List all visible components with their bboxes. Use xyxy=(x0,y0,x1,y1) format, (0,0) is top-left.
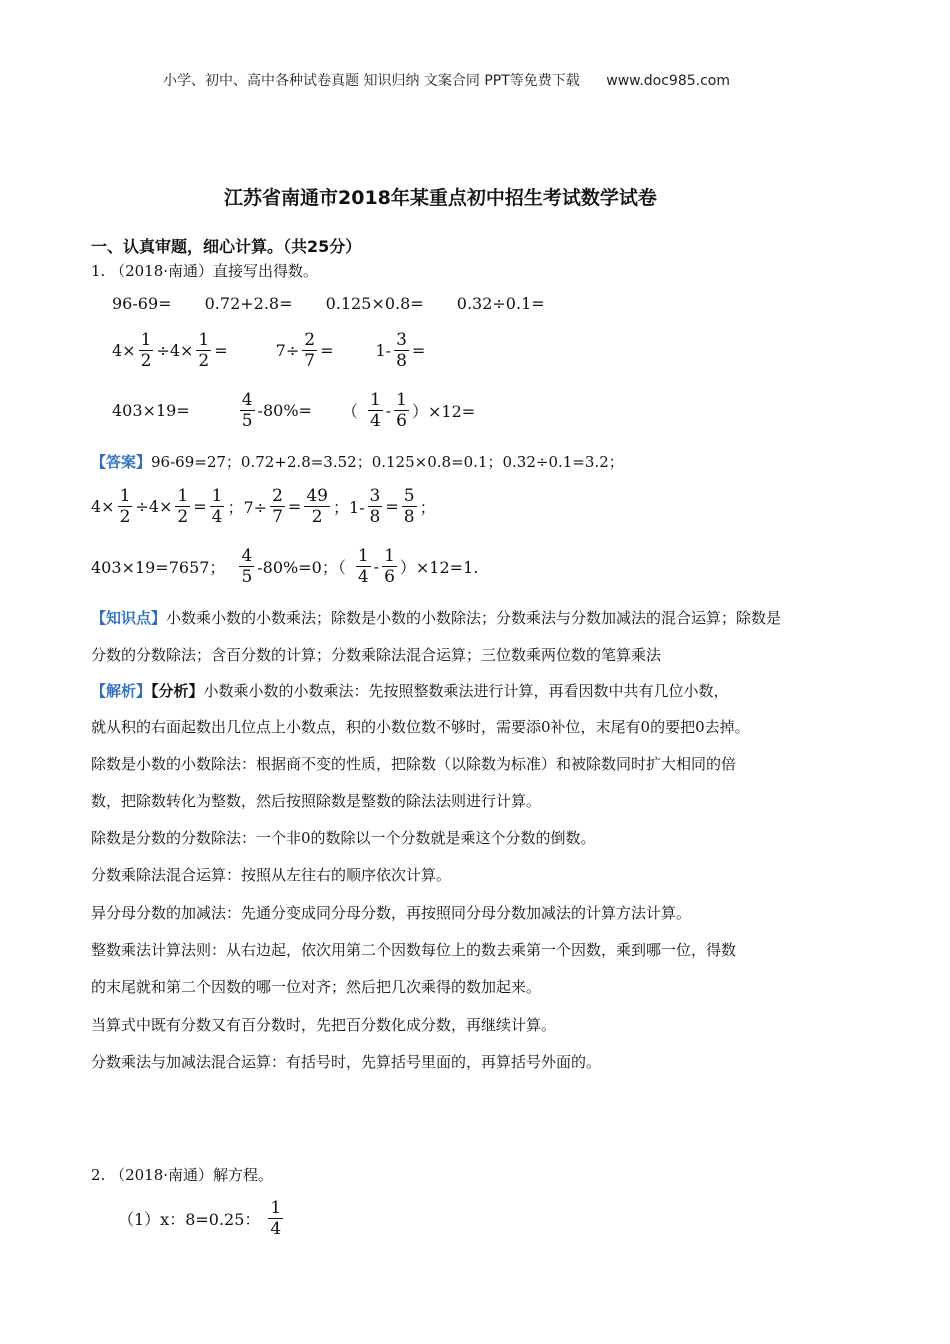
q1-row1-item: 96-69= xyxy=(112,294,172,313)
q1-row3 xyxy=(112,390,475,431)
fraction: $\frac{1}{2}$ xyxy=(177,486,189,527)
q1-row2 xyxy=(112,330,425,371)
fraction: $\frac{4}{5}$ xyxy=(241,390,253,431)
answer-text: 96-69=27；0.72+2.8=3.52；0.125×0.8=0.1；0.32÷0.1=3.2； xyxy=(151,453,624,471)
analysis-line: 当算式中既有分数又有百分数时，先把百分数化成分数，再继续计算。 xyxy=(91,1016,557,1034)
q1-row1-item: 0.72+2.8= xyxy=(204,294,293,313)
answer-text: ）×12=1. xyxy=(399,558,479,577)
q1-row3-text: ）×12= xyxy=(412,402,476,421)
fraction: $\frac{3}{8}$ xyxy=(396,330,407,371)
analysis-line: 除数是分数的分数除法：一个非0的数除以一个分数就是乘这个分数的倒数。 xyxy=(91,829,596,847)
answer-line-2 xyxy=(91,486,436,527)
question-1-stem: 1. （2018·南通）直接写出得数。 xyxy=(91,262,319,280)
q1-row1 xyxy=(112,294,545,313)
answer-text: = xyxy=(385,497,399,516)
answer-text: ；7÷ xyxy=(227,498,268,517)
q1-row2-text: = xyxy=(320,341,334,360)
analysis-tag: 【解析】 xyxy=(91,682,152,700)
q1-row3-text: - xyxy=(385,401,392,420)
fraction: $\frac{1}{4}$ xyxy=(369,390,381,431)
answer-text: -80%=0；（ xyxy=(257,558,346,577)
analysis-line: 的末尾就和第二个因数的哪一位对齐；然后把几次乘得的数加起来。 xyxy=(91,978,542,996)
section-heading-1: 一、认真审题，细心计算。（共25分） xyxy=(91,237,362,256)
knowledge-line-2: 分数的分数除法；含百分数的计算；分数乘除法混合运算；三位数乘两位数的笔算乘法 xyxy=(91,646,662,664)
fraction: $\frac{1}{2}$ xyxy=(119,486,131,527)
q1-row2-text: 1- xyxy=(375,341,392,360)
analysis-line: 就从积的右面起数出几位点上小数点，积的小数位数不够时，需要添0补位，末尾有0的要把0去掉。 xyxy=(91,718,750,736)
fraction: $\frac{1}{4}$ xyxy=(211,486,223,527)
answer-tag: 【答案】 xyxy=(91,453,152,471)
answer-text: ； xyxy=(419,498,436,517)
q1-row3-text: -80%= xyxy=(257,401,312,420)
q1-row2-text: ÷4× xyxy=(156,341,194,360)
fraction: $\frac{1}{4}$ xyxy=(270,1198,282,1239)
answer-text: 403×19=7657； xyxy=(91,558,226,577)
header-left-text: 小学、初中、高中各种试卷真题 知识归纳 文案合同 PPT等免费下载 xyxy=(163,73,580,89)
fraction: $\frac{1}{2}$ xyxy=(140,330,152,371)
analysis-line: 分数乘除法混合运算：按照从左往右的顺序依次计算。 xyxy=(91,866,452,884)
answer-line-1 xyxy=(91,451,624,472)
page-title: 江苏省南通市2018年某重点初中招生考试数学试卷 xyxy=(224,187,657,209)
q2-part-1-text: （1）x：8=0.25： xyxy=(118,1210,261,1229)
answer-text: 4× xyxy=(91,497,115,516)
q1-row2-text: = xyxy=(411,341,426,360)
page-header xyxy=(163,70,730,90)
fraction: $\frac{5}{8}$ xyxy=(403,486,415,527)
question-2-stem: 2. （2018·南通）解方程。 xyxy=(91,1166,274,1184)
q1-row2-text: 4× xyxy=(112,341,136,360)
q1-row3-text: （ xyxy=(341,402,358,421)
analysis-line: 数，把除数转化为整数，然后按照除数是整数的除法法则进行计算。 xyxy=(91,792,542,810)
fraction: $\frac{1}{6}$ xyxy=(384,546,395,587)
fraction: $\frac{2}{7}$ xyxy=(272,486,283,527)
fraction: $\frac{49}{2}$ xyxy=(306,486,328,527)
q2-part-1 xyxy=(118,1198,286,1239)
fraction: $\frac{4}{5}$ xyxy=(241,546,253,587)
analysis-line: 除数是小数的小数除法：根据商不变的性质，把除数（以除数为标准）和被除数同时扩大相同的倍 xyxy=(91,755,737,773)
answer-text: = xyxy=(287,497,302,516)
knowledge-line-1 xyxy=(91,607,781,628)
answer-text: ；1- xyxy=(332,498,365,517)
answer-text: ÷4× xyxy=(135,497,173,516)
answer-line-3 xyxy=(91,546,478,587)
answer-text: - xyxy=(373,557,380,576)
analysis-line: 整数乘法计算法则：从右边起，依次用第二个因数每位上的数去乘第一个因数，乘到哪一位，得数 xyxy=(91,941,737,959)
q1-row3-text: 403×19= xyxy=(112,401,190,420)
fraction: $\frac{2}{7}$ xyxy=(304,330,316,371)
answer-text: = xyxy=(193,497,207,516)
fraction: $\frac{3}{8}$ xyxy=(369,486,381,527)
header-website-link[interactable]: www.doc985.com xyxy=(606,73,730,89)
fraction: $\frac{1}{4}$ xyxy=(357,546,369,587)
analysis-text: 小数乘小数的小数乘法：先按照整数乘法进行计算，再看因数中共有几位小数， xyxy=(203,682,729,700)
analysis-line-1 xyxy=(91,680,729,701)
knowledge-tag: 【知识点】 xyxy=(91,609,167,627)
analysis-line: 分数乘法与加减法混合运算：有括号时，先算括号里面的，再算括号外面的。 xyxy=(91,1053,602,1071)
q1-row2-text: = xyxy=(214,341,228,360)
fraction: $\frac{1}{6}$ xyxy=(396,390,407,431)
analysis-line: 异分母分数的加减法：先通分变成同分母分数，再按照同分母分数加减法的计算方法计算。 xyxy=(91,904,692,922)
q1-row1-item: 0.32÷0.1= xyxy=(456,294,545,313)
q1-row1-item: 0.125×0.8= xyxy=(325,294,424,313)
analysis-subtag: 【分析】 xyxy=(151,682,204,700)
knowledge-text: 小数乘小数的小数乘法；除数是小数的小数除法；分数乘法与分数加减法的混合运算；除数是 xyxy=(166,609,782,627)
fraction: $\frac{1}{2}$ xyxy=(198,330,210,371)
q1-row2-text: 7÷ xyxy=(275,341,300,360)
